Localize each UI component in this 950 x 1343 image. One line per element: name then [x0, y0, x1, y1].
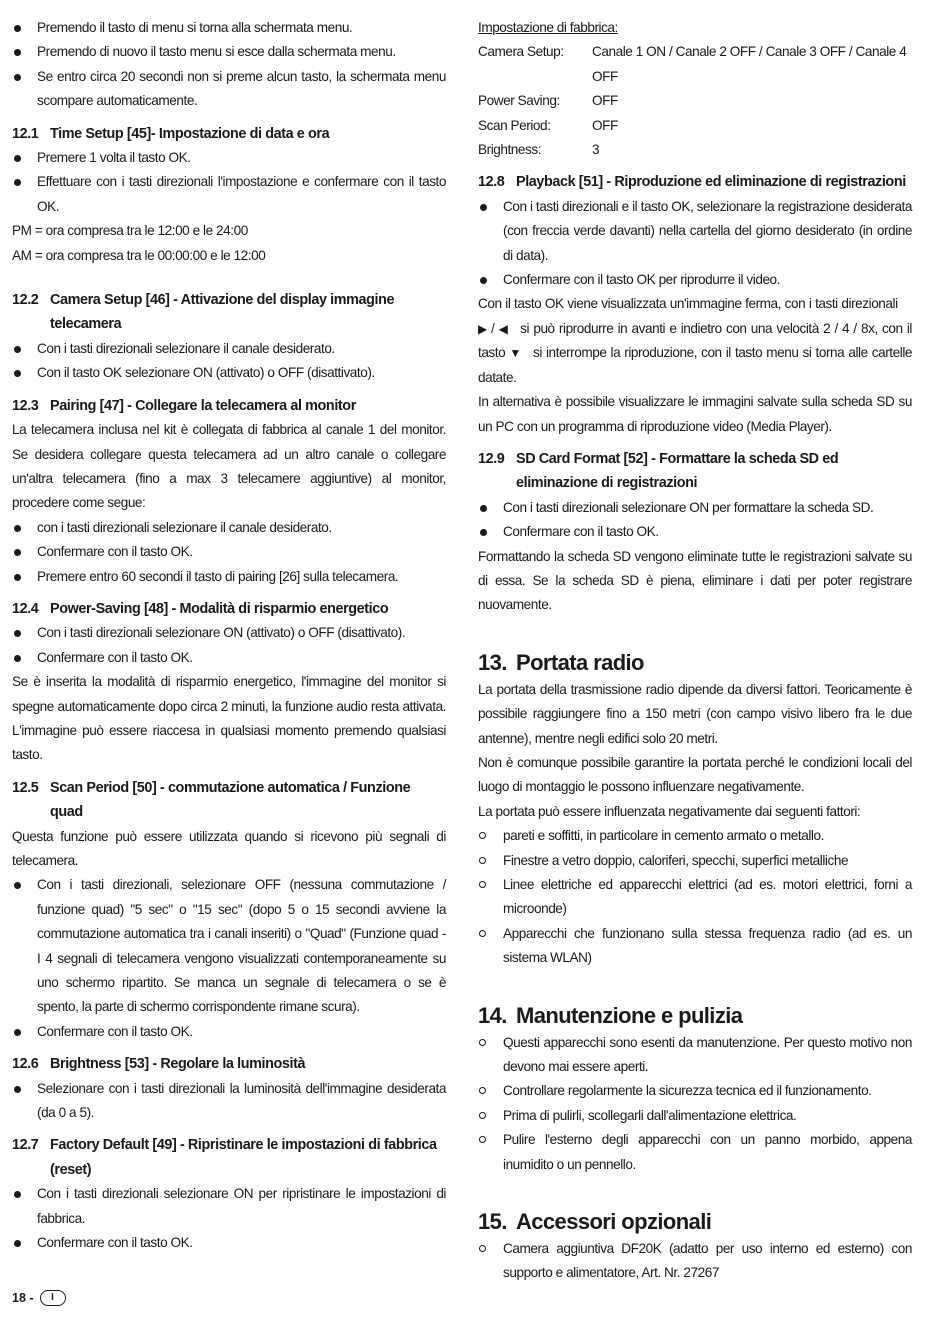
settings-value: 3 [592, 142, 600, 158]
section-12-7-list [12, 1182, 446, 1255]
list-item: Confermare con il tasto OK. [12, 1020, 446, 1044]
list-item: Camera aggiuntiva DF20K (adatto per uso interno ed esterno) con supporto e alimentatore, Art. Nr. 27267 [478, 1237, 912, 1286]
list-item: Se entro circa 20 secondi non si preme alcun tasto, la schermata menu scompare automaticamente. [12, 65, 446, 114]
section-heading-12-5: 12.5 Scan Period [50] - commutazione automatica / Funzione quad [12, 779, 411, 821]
section-12-1-list [12, 146, 446, 219]
section-12-4-paragraph: Se è inserita la modalità di risparmio energetico, l'immagine del monitor si spegne automaticamente dopo circa 2 minuti, la funzione audio resta attivata. L'immagine può essere riaccesa in qualsiasi momento premendo qualsiasi tasto. [12, 674, 446, 763]
am-definition: AM = ora compresa tra le 00:00:00 e le 12:00 [12, 247, 266, 263]
pm-definition: PM = ora compresa tra le 12:00 e le 24:00 [12, 223, 248, 239]
list-item: Confermare con il tasto OK. [478, 520, 912, 544]
list-item: Con i tasti direzionali e il tasto OK, selezionare la registrazione desiderata (con freccia verde davanti) nella cartella del giorno desiderato (in ordine di data). [478, 195, 912, 268]
section-12-8-paragraph: Con il tasto OK viene visualizzata un'immagine ferma, con i tasti direzionali ▶ / ◀ si può riprodurre in avanti e indietro con una velocità 2 / 4 / 8x, con il tasto ▼ si interrompe la riproduzione, con il tasto menu si torna alle cartelle datate. [478, 296, 913, 385]
section-12-3-list [12, 516, 446, 589]
list-item: Selezionare con i tasti direzionali la luminosità dell'immagine desiderata (da 0 a 5). [12, 1077, 446, 1126]
section-12-5-paragraph: Questa funzione può essere utilizzata quando si ricevono più segnali di telecamera. [12, 828, 446, 868]
list-item: Con i tasti direzionali, selezionare OFF (nessuna commutazione / funzione quad) "5 sec" o "15 sec" (dopo 5 o 15 secondi avviene la commutazione automatica tra i canali inseriti) o "Quad" (Funzione quad - I 4 segnali di telecamera vengono visualizzati contemporaneamente su uno schermo ripartito. Se manca un segnale di telecamera o se è spento, la parte di schermo corrispondente rimane scura). [12, 873, 446, 1019]
list-item: Confermare con il tasto OK. [12, 1231, 446, 1255]
factory-settings-table [478, 40, 912, 162]
section-13-paragraph-3: La portata può essere influenzata negativamente dai seguenti fattori: [478, 803, 861, 819]
list-item: Confermare con il tasto OK per riprodurre il video. [478, 268, 912, 292]
country-badge: I [40, 1290, 66, 1306]
list-item: Questi apparecchi sono esenti da manutenzione. Per questo motivo non devono mai essere aperti. [478, 1031, 912, 1080]
settings-value: OFF [592, 117, 618, 133]
list-item: con i tasti direzionali selezionare il canale desiderato. [12, 516, 446, 540]
list-item: Controllare regolarmente la sicurezza tecnica ed il funzionamento. [478, 1079, 912, 1103]
list-item: Premendo il tasto di menu si torna alla schermata menu. [12, 16, 446, 40]
arrow-down-icon: ▼ [509, 346, 521, 361]
section-heading-12-3: 12.3 Pairing [47] - Collegare la telecamera al monitor [12, 397, 356, 414]
settings-label: Camera Setup: [478, 44, 564, 60]
list-item: Finestre a vetro doppio, caloriferi, specchi, superfici metalliche [478, 849, 912, 873]
list-item: pareti e soffitti, in particolare in cemento armato o metallo. [478, 824, 912, 848]
arrow-right-icon: ▶ [478, 321, 487, 336]
section-12-9-list [478, 496, 912, 545]
arrow-left-icon: ◀ [498, 321, 508, 336]
section-heading-13: 13. Portata radio [478, 649, 644, 675]
section-12-5-list [12, 873, 446, 1044]
settings-value: Canale 1 ON / Canale 2 OFF / Canale 3 OFF / Canale 4 OFF [592, 44, 907, 84]
section-12-8-paragraph-2: In alternativa è possibile visualizzare le immagini salvate sulla scheda SD su un PC con un programma di riproduzione video (Media Player). [478, 394, 912, 434]
section-12-6-list [12, 1077, 446, 1126]
section-heading-12-6: 12.6 Brightness [53] - Regolare la luminosità [12, 1056, 306, 1073]
settings-label: Scan Period: [478, 117, 551, 133]
page-number: 18 - [12, 1291, 34, 1305]
list-item: Con i tasti direzionali selezionare ON per ripristinare le impostazioni di fabbrica. [12, 1182, 446, 1231]
list-item: Effettuare con i tasti direzionali l'impostazione e confermare con il tasto OK. [12, 170, 446, 219]
section-13-list [478, 824, 912, 970]
list-item: Con i tasti direzionali selezionare ON per formattare la scheda SD. [478, 496, 912, 520]
list-item: Con i tasti direzionali selezionare ON (attivato) o OFF (disattivato). [12, 621, 446, 645]
section-12-8-list [478, 195, 912, 293]
list-item: Confermare con il tasto OK. [12, 646, 446, 670]
list-item: Linee elettriche ed apparecchi elettrici (ad es. motori elettrici, forni a microonde) [478, 873, 912, 922]
list-item: Premendo di nuovo il tasto menu si esce dalla schermata menu. [12, 40, 446, 64]
section-13-paragraph-2: Non è comunque possibile garantire la portata perché le condizioni locali del luogo di montaggio le possono influenzare negativamente. [478, 754, 912, 795]
factory-settings-heading: Impostazione di fabbrica: [478, 20, 618, 35]
list-item: Con il tasto OK selezionare ON (attivato) o OFF (disattivato). [12, 361, 446, 385]
list-item: Pulire l'esterno degli apparecchi con un panno morbido, appena inumidito o un pennello. [478, 1128, 912, 1177]
right-column [478, 16, 912, 1286]
settings-label: Brightness: [478, 142, 542, 158]
section-14-list [478, 1031, 912, 1177]
list-item: Con i tasti direzionali selezionare il canale desiderato. [12, 337, 446, 361]
list-item: Confermare con il tasto OK. [12, 540, 446, 564]
list-item: Prima di pulirli, scollegarli dall'alimentazione elettrica. [478, 1104, 912, 1128]
section-13-paragraph-1: La portata della trasmissione radio dipende da diversi fattori. Teoricamente è possibile raggiungere fino a 150 metri (con campo visivo libero fra le due antenne), mentre negli edifici solo 20 metri. [478, 681, 912, 746]
section-12-4-list [12, 621, 446, 670]
section-heading-14: 14. Manutenzione e pulizia [478, 1002, 743, 1028]
list-item: Premere 1 volta il tasto OK. [12, 146, 446, 170]
section-heading-12-8: 12.8 Playback [51] - Riproduzione ed eliminazione di registrazioni [478, 174, 906, 191]
list-item: Premere entro 60 secondi il tasto di pairing [26] sulla telecamera. [12, 565, 446, 589]
section-heading-12-2: 12.2 Camera Setup [46] - Attivazione del display immagine telecamera [12, 292, 395, 333]
section-12-2-list [12, 337, 446, 386]
section-heading-12-7: 12.7 Factory Default [49] - Ripristinare le impostazioni di fabbrica (reset) [12, 1137, 437, 1178]
left-column [12, 16, 446, 1256]
section-heading-12-1: 12.1 Time Setup [45]- Impostazione di data e ora [12, 125, 330, 142]
section-heading-15: 15. Accessori opzionali [478, 1209, 712, 1235]
intro-list [12, 16, 446, 114]
settings-value: OFF [592, 93, 618, 109]
section-heading-12-4: 12.4 Power-Saving [48] - Modalità di risparmio energetico [12, 600, 389, 617]
section-heading-12-9: 12.9 SD Card Format [52] - Formattare la scheda SD ed eliminazione di registrazioni [478, 450, 839, 492]
page-footer [12, 1290, 66, 1306]
list-item: Apparecchi che funzionano sulla stessa frequenza radio (ad es. un sistema WLAN) [478, 922, 912, 971]
section-15-list [478, 1237, 912, 1286]
section-12-9-paragraph: Formattando la scheda SD vengono eliminate tutte le registrazioni salvate su di essa. Se la scheda SD è piena, eliminare i dati per poter registrare nuovamente. [478, 548, 912, 613]
settings-label: Power Saving: [478, 93, 560, 109]
section-12-3-paragraph: La telecamera inclusa nel kit è collegata di fabbrica al canale 1 del monitor. Se desidera collegare questa telecamera ad un altro canale o collegare un'altra telecamera (fino a max 3 telecamere aggiuntive) al monitor, procedere come segue: [12, 422, 446, 511]
